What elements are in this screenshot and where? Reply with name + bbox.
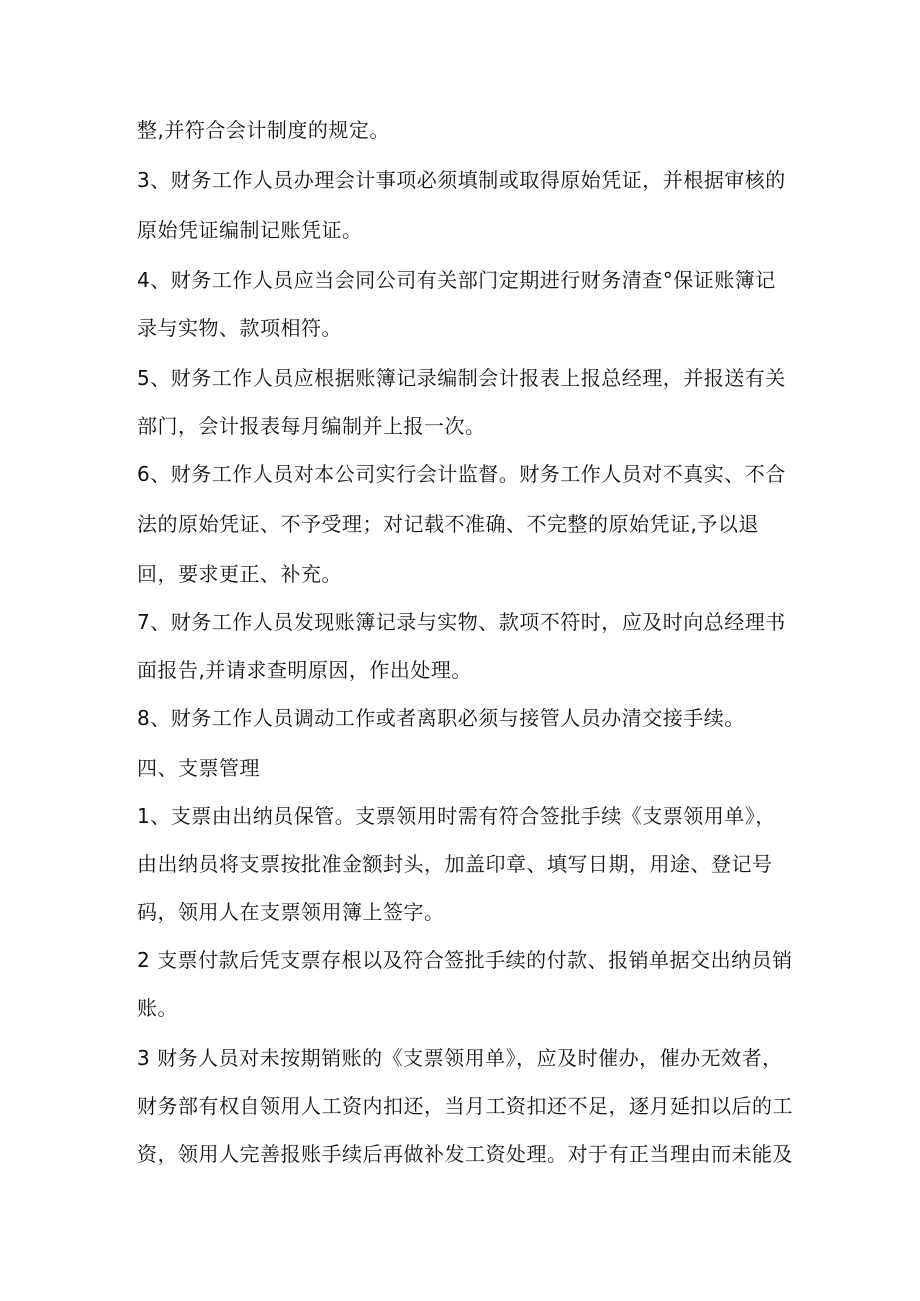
text-line-15: 1、支票由出纳员保管。支票领用时需有符合签批手续《支票领用单》， xyxy=(137,804,776,828)
text-line-18: 2 支票付款后凭支票存根以及符合签批手续的付款、报销单据交出纳员销 xyxy=(137,948,793,972)
text-line-8: 6、财务工作人员对本公司实行会计监督。财务工作人员对不真实、不合 xyxy=(137,462,786,486)
text-line-16: 由出纳员将支票按批准金额封头，加盖印章、填写日期，用途、登记号 xyxy=(137,852,773,876)
text-line-1: 整,并符合会计制度的规定。 xyxy=(137,118,390,142)
text-line-5: 录与实物、款项相符。 xyxy=(137,316,342,340)
text-line-9: 法的原始凭证、不予受理；对记载不准确、不完整的原始凭证,予以退 xyxy=(137,512,759,536)
text-line-21: 财务部有权自领用人工资内扣还，当月工资扣还不足，逐月延扣以后的工 xyxy=(137,1094,793,1118)
text-line-3: 原始凭证编制记账凭证。 xyxy=(137,218,363,242)
text-line-20: 3 财务人员对未按期销账的《支票领用单》，应及时催办，催办无效者， xyxy=(137,1046,783,1070)
text-line-19: 账。 xyxy=(137,996,178,1020)
text-line-22: 资，领用人完善报账手续后再做补发工资处理。对于有正当理由而未能及 xyxy=(137,1142,793,1166)
text-line-10: 回，要求更正、补充。 xyxy=(137,562,342,586)
text-line-2: 3、财务工作人员办理会计事项必须填制或取得原始凭证，并根据审核的 xyxy=(137,168,786,192)
text-line-12: 面报告,并请求查明原因，作出处理。 xyxy=(137,658,472,682)
text-line-13: 8、财务工作人员调动工作或者离职必须与接管人员办清交接手续。 xyxy=(137,706,745,730)
text-line-6: 5、财务工作人员应根据账簿记录编制会计报表上报总经理，并报送有关 xyxy=(137,366,786,390)
text-line-17: 码，领用人在支票领用簿上签字。 xyxy=(137,900,445,924)
text-line-11: 7、财务工作人员发现账簿记录与实物、款项不符时，应及时向总经理书 xyxy=(137,610,786,634)
text-line-4: 4、财务工作人员应当会同公司有关部门定期进行财务清查°保证账簿记 xyxy=(137,268,776,292)
text-line-7: 部门，会计报表每月编制并上报一次。 xyxy=(137,414,486,438)
section-heading: 四、支票管理 xyxy=(137,756,260,780)
